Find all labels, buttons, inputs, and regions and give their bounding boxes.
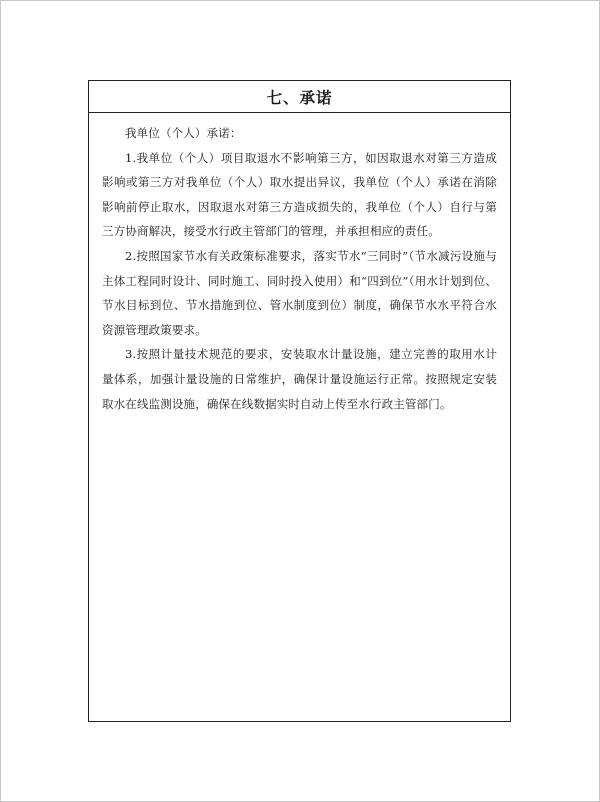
commitment-item-2: 2.按照国家节水有关政策标准要求，落实节水“三同时”（节水减污设施与主体工程同时设计、同时施工、同时投入使用）和“四到位”（用水计划到位、节水目标到位、节水措施到位、管水制度到位）制度，确保节水水平符合水资源管理政策要求。 xyxy=(102,248,497,337)
commitment-form xyxy=(88,80,511,722)
commitment-content xyxy=(89,113,510,416)
commitment-intro: 我单位（个人）承诺： xyxy=(125,126,242,140)
commitment-item-3: 3.按照计量技术规范的要求，安装取水计量设施，建立完善的取用水计量体系，加强计量设施的日常维护，确保计量设施运行正常。按照规定安装取水在线监测设施，确保在线数据实时自动上传至水行政主管部门。 xyxy=(102,347,497,411)
section-title: 七、承诺 xyxy=(266,87,333,107)
commitment-item-1: 1.我单位（个人）项目取退水不影响第三方，如因取退水对第三方造成影响或第三方对我单位（个人）取水提出异议，我单位（个人）承诺在消除影响前停止取水，因取退水对第三方造成损失的，我单位（个人）自行与第三方协商解决，接受水行政主管部门的管理，并承担相应的责任。 xyxy=(102,150,497,239)
title-row xyxy=(89,81,510,113)
